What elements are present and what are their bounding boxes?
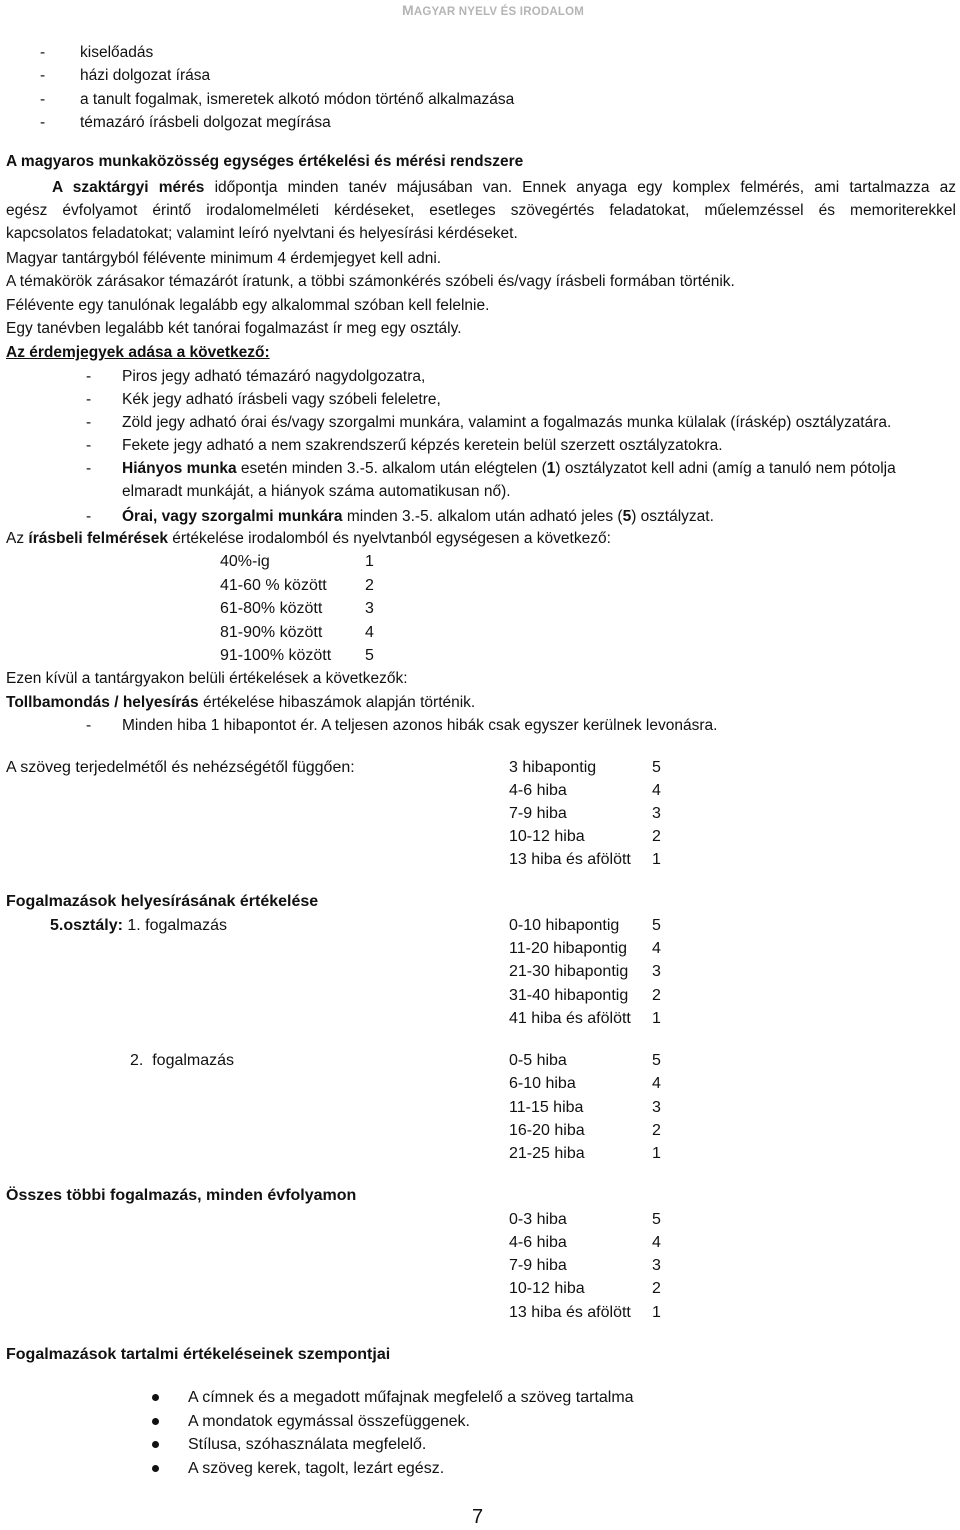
- list-item: A mondatok egymással összefüggenek.: [188, 1413, 470, 1430]
- scale-row: 40%-ig: [220, 553, 270, 570]
- bullet-icon: [152, 1418, 159, 1425]
- list-item: A címnek és a megadott műfajnak megfelelő a szöveg tartalma: [188, 1389, 634, 1406]
- scale-grade: 1: [652, 1010, 661, 1027]
- extra-intro: Ezen kívül a tantárgyakon belüli értékelések a következők:: [6, 670, 408, 687]
- scale-row: 4-6 hiba: [509, 1234, 567, 1251]
- scale-grade: 5: [652, 1052, 661, 1069]
- scale-row: 10-12 hiba: [509, 1280, 585, 1297]
- composition-heading: Fogalmazások helyesírásának értékelése: [6, 893, 319, 910]
- section-heading: A magyaros munkaközösség egységes értékelési és mérési rendszere: [6, 153, 524, 170]
- scale-row: 13 hiba és afölött: [509, 1304, 631, 1321]
- scale-grade: 2: [652, 828, 661, 845]
- running-header: [402, 2, 584, 18]
- scale-row: 4-6 hiba: [509, 782, 567, 799]
- scale-grade: 3: [652, 805, 661, 822]
- page-number: 7: [472, 1506, 484, 1528]
- text-length-label: A szöveg terjedelmétől és nehézségétől függően:: [6, 759, 355, 776]
- dictation-line: Tollbamondás / helyesírás értékelése hibaszámok alapján történik.: [6, 694, 476, 711]
- class5-label: 5.osztály: 1. fogalmazás: [50, 917, 227, 934]
- bullet-icon: [152, 1465, 159, 1472]
- list-item-continuation: elmaradt munkáját, a hiányok száma automatikusan nő).: [122, 483, 511, 500]
- bullet-icon: [152, 1394, 159, 1401]
- scale-row: 16-20 hiba: [509, 1122, 585, 1139]
- document-page: MAGYAR NYELV ÉS IRODALOM - kiselőadás - házi dolgozat írása - a tanult fogalmak, ismeretek alkotó módon történő alkalmazása - témazáró írásbeli dolgozat megírása A magyaros munkaközösség egységes értékelési és mérési rendszere A szaktárgyi mérés időpontja minden tanév májusában van. Ennek anyaga egy komplex felmérés, ami tartalmazza az egész évfolyamot érintő irodalomelméleti kérdéseket, esetleges szövegértés feladatokat, műelemzéssel és memoriterekkel kapcsolatos feladatokat; valamint leíró nyelvtani és helyesírási kérdéseket. Magyar tantárgyból félévente minimum 4 érdemjegyet kell adni. A témakörök zárásakor témazárót íratunk, a többi számonkérés szóbeli és/vagy írásbeli formában történik. Félévente egy tanulónak legalább egy alkalommal szóban kell felelnie. Egy tanévben legalább két tanórai fogalmazást ír meg egy osztály. Az érdemjegyek adása a következő: - Piros jegy adható témazáró nagydolgozatra, - Kék jegy adható írásbeli vagy szóbeli feleletre, - Zöld jegy adható órai és/vagy szorgalmi munkára, valamint a fogalmazás munka külalak (íráskép) osztályzatára. - Fekete jegy adható a nem szakrendszerű képzés keretein belül szerzett osztályzatokra. - Hiányos munka esetén minden 3.-5. alkalom után elégtelen (1) osztályzatot kell adni (amíg a tanuló nem pótolja elmaradt munkáját, a hiányok száma automatikusan nő). - Órai, vagy szorgalmi munkára minden 3.-5. alkalom után adható jeles (5) osztályzat. Az írásbeli felmérések értékelése irodalomból és nyelvtanból egységesen a következő: 40%-ig 1 41-60 % között 2 61-80% között 3 81-90% között 4 91-100% között 5 Ezen kívül a tantárgyakon belüli értékelések a következők: Tollbamondás / helyesírás értékelése hibaszámok alapján történik. - Minden hiba 1 hibapontot ér. A teljesen azonos hibák csak egyszer kerülnek levonásra. A szöveg terjedelmétől és nehézségétől függően: 3 hibapontig 5 4-6 hiba 4 7-9 hiba 3 10-12 hiba 2 13 hiba és afölött 1 Fogalmazások helyesírásának értékelése 5.osztály: 1. fogalmazás 0-10 hibapontig 5 11-20 hibapontig 4 21-30 hibapontig 3 31-40 hibapontig 2 41 hiba és afölött 1 2. fogalmazás 0-5 hiba 5 6-10 hiba 4 11-15 hiba 3 16-20 hiba 2 21-25 hiba 1 Összes többi fogalmazás, minden évfolyamon 0-3 hiba 5 4-6 hiba 4 7-9 hiba 3 10-12 hiba 2 13 hiba és afölött 1 Fogalmazások tartalmi értékeléseinek szempontjai A címnek és a megadott műfajnak megfelelő a szöveg tartalma A mondatok egymással összefüggenek. Stílusa, szóhasználata megfelelő. A szöveg kerek, tagolt, lezárt egész. 7: [6, 2, 956, 1528]
- rule-line: A témakörök zárásakor témazárót íratunk, a többi számonkérés szóbeli és/vagy írásbeli formában történik.: [6, 273, 735, 290]
- scale-row: 21-30 hibapontig: [509, 963, 629, 980]
- scale-grade: 4: [652, 1234, 661, 1251]
- scale-grade: 5: [652, 759, 661, 776]
- scale-grade: 4: [652, 940, 661, 957]
- scale-row: 81-90% között: [220, 624, 323, 641]
- list-item: A szöveg kerek, tagolt, lezárt egész.: [188, 1460, 445, 1477]
- scale-row: 41-60 % között: [220, 577, 327, 594]
- scale-grade: 1: [652, 851, 661, 868]
- scale-grade: 4: [652, 1075, 661, 1092]
- scale-row: 91-100% között: [220, 647, 332, 664]
- scale-grade: 3: [652, 1099, 661, 1116]
- rule-line: Egy tanévben legalább két tanórai fogalmazást ír meg egy osztály.: [6, 320, 462, 337]
- header-rest: AGYAR NYELV ÉS IRODALOM: [413, 6, 584, 18]
- scale-row: 10-12 hiba: [509, 828, 585, 845]
- scale-grade: 4: [365, 624, 374, 641]
- scale-grade: 1: [652, 1304, 661, 1321]
- scale-row: 7-9 hiba: [509, 1257, 567, 1274]
- list-item: Stílusa, szóhasználata megfelelő.: [188, 1436, 427, 1453]
- scale-grade: 1: [365, 553, 374, 570]
- composition-2-label: 2. fogalmazás: [130, 1052, 235, 1069]
- scale-grade: 3: [365, 600, 374, 617]
- grades-heading: Az érdemjegyek adása a következő:: [6, 344, 270, 361]
- rule-line: Magyar tantárgyból félévente minimum 4 érdemjegyet kell adni.: [6, 250, 442, 267]
- rule-line: Félévente egy tanulónak legalább egy alkalommal szóban kell felelnie.: [6, 297, 490, 314]
- written-assessment-line: Az írásbeli felmérések értékelése irodalomból és nyelvtanból egységesen a következő:: [6, 530, 611, 547]
- scale-row: 6-10 hiba: [509, 1075, 576, 1092]
- scale-row: 11-15 hiba: [509, 1099, 584, 1116]
- scale-grade: 2: [652, 1280, 661, 1297]
- scale-row: 0-3 hiba: [509, 1211, 567, 1228]
- scale-row: 13 hiba és afölött: [509, 851, 631, 868]
- scale-grade: 2: [652, 1122, 661, 1139]
- scale-row: 0-5 hiba: [509, 1052, 567, 1069]
- scale-grade: 5: [652, 917, 661, 934]
- paragraph-line: kapcsolatos feladatokat; valamint leíró nyelvtani és helyesírási kérdéseket.: [6, 225, 518, 242]
- scale-row: 21-25 hiba: [509, 1145, 585, 1162]
- scale-row: 7-9 hiba: [509, 805, 567, 822]
- content-heading: Fogalmazások tartalmi értékeléseinek szempontjai: [6, 1346, 391, 1363]
- scale-grade: 4: [652, 782, 661, 799]
- scale-row: 0-10 hibapontig: [509, 917, 620, 934]
- scale-grade: 2: [652, 987, 661, 1004]
- scale-grade: 2: [365, 577, 374, 594]
- all-compositions-heading: Összes többi fogalmazás, minden évfolyamon: [6, 1187, 357, 1204]
- scale-grade: 5: [652, 1211, 661, 1228]
- scale-grade: 5: [365, 647, 374, 664]
- header-initial: M: [402, 2, 414, 18]
- scale-row: 31-40 hibapontig: [509, 987, 629, 1004]
- scale-grade: 3: [652, 963, 661, 980]
- scale-grade: 1: [652, 1145, 661, 1162]
- paragraph-line: egész évfolyamot érintő irodalomelméleti kérdéseket, esetleges szövegértés feladatokat, műelemzéssel és memoriterekkel: [6, 202, 956, 219]
- scale-grade: 3: [652, 1257, 661, 1274]
- scale-row: 61-80% között: [220, 600, 323, 617]
- scale-row: 3 hibapontig: [509, 759, 597, 776]
- paragraph-line: A szaktárgyi mérés időpontja minden tanév májusában van. Ennek anyaga egy komplex felmérés, ami tartalmazza az: [52, 179, 956, 196]
- bullet-icon: [152, 1441, 159, 1448]
- scale-row: 41 hiba és afölött: [509, 1010, 631, 1027]
- scale-row: 11-20 hibapontig: [509, 940, 628, 957]
